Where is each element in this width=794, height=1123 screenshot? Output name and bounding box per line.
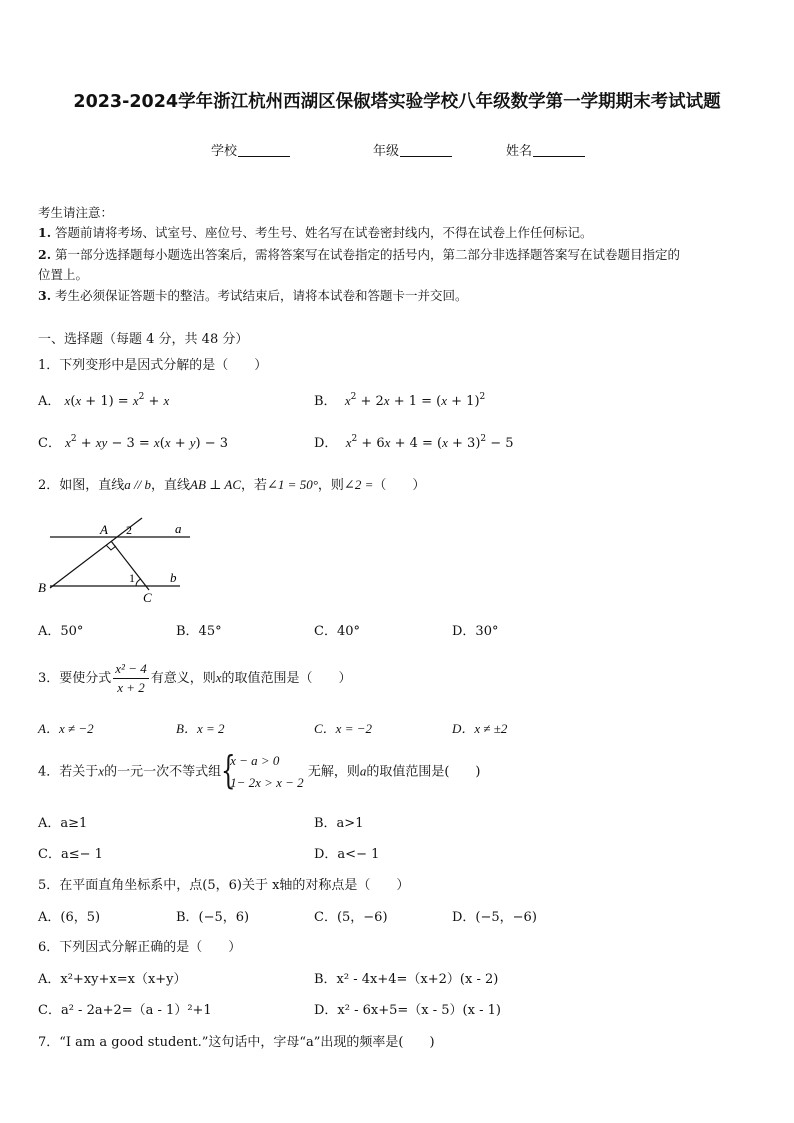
stem-text: ，直线 [151,478,191,493]
notice-item-2-cont: 位置上。 [38,267,89,282]
math-angle: ∠1 = 50° [267,477,318,492]
question-2-option-a[interactable]: A．50° [38,624,84,639]
question-5-option-c[interactable]: C．(5，−6) [314,910,388,925]
math-var: x [98,763,105,779]
question-6-option-d[interactable]: D．x² - 6x+5=（x - 5）(x - 1) [314,1003,501,1018]
question-6-option-c[interactable]: C．a² - 2a+2=（a - 1）²+1 [38,1003,212,1018]
notice-item-2 [38,245,680,263]
question-5-option-d[interactable]: D．(−5，−6) [452,910,537,925]
question-3-option-a[interactable]: A．x ≠ −2 [38,721,94,736]
option-letter: D． [314,436,338,451]
angle-1-label: 1 [129,571,135,585]
stem-text: 3．要使分式 [38,671,112,686]
fraction [113,660,148,697]
question-3-option-c[interactable]: C．x = −2 [314,721,372,736]
school-blank[interactable] [238,143,290,157]
question-1-option-b[interactable]: B． $x^2 + 2x + 1 = (x + 1)^2$ [314,392,486,409]
notice-text: 答题前请将考场、试室号、座位号、考生号、姓名写在试卷密封线内，不得在试卷上作任何标记。 [55,225,593,240]
notice-num: 3. [38,288,52,303]
notice-num: 1. [38,225,52,240]
math-var: x [215,670,222,685]
question-2-option-b[interactable]: B．45° [176,624,222,639]
fraction-denominator: x + 2 [117,680,145,695]
school-field [211,140,290,159]
option-letter: A． [38,394,61,409]
question-5-option-b[interactable]: B．(−5，6) [176,910,250,925]
name-field [506,140,585,159]
question-2-option-c[interactable]: C．40° [314,624,360,639]
grade-blank[interactable] [400,143,452,157]
line-b-label: b [170,570,177,585]
question-2-stem [38,474,425,493]
question-7-stem: 7．“I am a good student.”这句话中，字母“a”出现的频率是( ) [38,1035,435,1050]
school-label: 学校 [211,144,238,159]
question-3-option-d[interactable]: D．x ≠ ±2 [452,721,508,736]
stem-text: 2．如图，直线 [38,478,125,493]
point-b-label: B [38,580,46,595]
math-var: a [359,763,367,779]
notice-item-1 [38,223,593,241]
inequality-system: { x − a > 0 1− 2x > x − 2 [221,748,304,792]
question-3-option-b[interactable]: B．x = 2 [176,721,225,736]
stem-text: 的取值范围是( ) [366,764,481,780]
question-1-option-a[interactable]: A． $x(x + 1) = x^2 + x$ [38,392,170,409]
stem-text: （ ） [373,478,426,493]
inequality-row: x − a > 0 [230,753,280,768]
geometry-figure [30,510,200,610]
fraction-numerator: x² − 4 [113,660,148,679]
point-c-label: C [143,590,152,605]
question-1-option-d[interactable]: D． $x^2 + 6x + 4 = (x + 3)^2 - 5$ [314,434,514,451]
option-letter: B． [314,394,337,409]
angle-1-arc [136,579,141,586]
option-letter: C． [38,436,61,451]
stem-text: ，若 [241,478,268,493]
question-6-stem: 6．下列因式分解正确的是（ ） [38,940,242,955]
stem-text: 无解，则 [307,764,360,780]
question-5-stem: 5．在平面直角坐标系中，点(5，6)关于 x轴的对称点是（ ） [38,878,410,893]
stem-text: ，则 [317,478,344,493]
question-4-option-a[interactable]: A．a≥1 [38,816,88,831]
question-4-stem [38,750,481,794]
question-4-option-d[interactable]: D．a<− 1 [314,847,380,862]
question-6-option-b[interactable]: B．x² - 4x+4=（x+2）(x - 2) [314,972,499,987]
line-a-label: a [175,521,182,536]
notice-text: 第一部分选择题每小题选出答案后，需将答案写在试卷指定的括号内，第二部分非选择题答案写在试卷题目指定的 [55,247,681,262]
angle-2-label: 2 [126,523,132,537]
question-5-option-a[interactable]: A．(6，5) [38,910,101,925]
grade-label: 年级 [373,144,400,159]
question-1-stem: 1．下列变形中是因式分解的是（ ） [38,358,268,373]
stem-text: 有意义，则 [150,671,216,686]
question-4-option-b[interactable]: B．a>1 [314,816,364,831]
question-6-option-a[interactable]: A．x²+xy+x=x（x+y） [38,972,187,987]
question-1-option-c[interactable]: C． $x^2$ + xy − 3 = x(x + y) − 3 [38,434,229,451]
name-label: 姓名 [506,144,533,159]
stem-text: 4．若关于 [38,764,99,780]
question-2-option-d[interactable]: D．30° [452,624,499,639]
notice-num: 2. [38,247,52,262]
name-blank[interactable] [533,143,585,157]
page-title: 2023-2024学年浙江杭州西湖区保俶塔实验学校八年级数学第一学期期末考试试题 [73,92,721,112]
notice-heading: 考生请注意： [38,205,114,220]
stem-text: 的一元一次不等式组 [104,764,222,780]
inequality-row: 1− 2x > x − 2 [230,775,304,790]
section-heading: 一、选择题（每题 4 分，共 48 分） [38,332,249,347]
notice-item-3 [38,286,468,304]
question-3-stem [38,660,352,697]
notice-text: 考生必须保证答题卡的整洁。考试结束后，请将本试卷和答题卡一并交回。 [55,288,468,303]
math-parallel: a // b [124,477,152,492]
grade-field [373,140,452,159]
question-4-option-c[interactable]: C．a≤− 1 [38,847,103,862]
math-perpendicular: AB ⊥ AC [190,477,242,492]
point-a-label: A [100,522,108,537]
math-angle: ∠2 = [343,477,374,492]
stem-text: 的取值范围是（ ） [221,671,352,686]
